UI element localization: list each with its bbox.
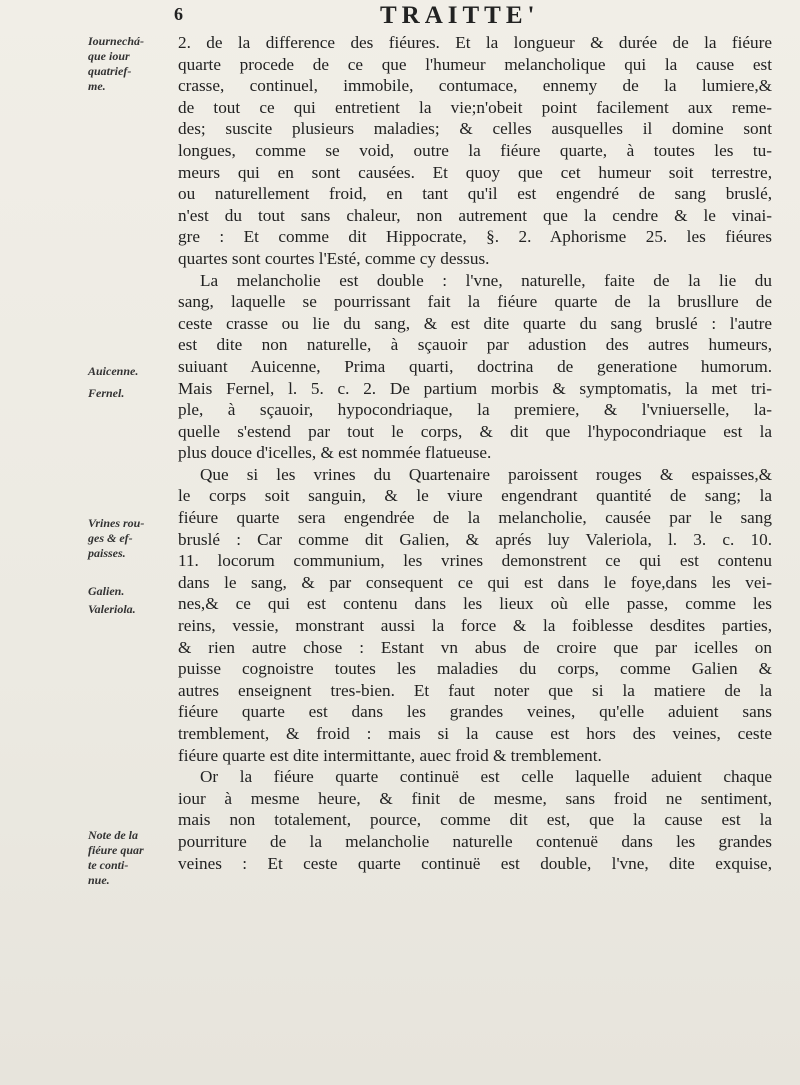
text-line: Or la fiéure quarte continuë est celle laquelle aduient chaque bbox=[200, 767, 772, 787]
text-line: plus douce d'icelles, & est nommée flatueuse. bbox=[178, 443, 492, 463]
text-line: iour à mesme heure, & finit de mesme, sans froid ne sentiment, bbox=[178, 788, 772, 808]
text-line: veines : Et ceste quarte continuë est double, l'vne, dite exquise, bbox=[178, 853, 772, 873]
text-line: gre : Et comme dit Hippocrate, §. 2. Aphorisme 25. les fiéures bbox=[178, 227, 772, 247]
text-line: quartes sont courtes l'Esté, comme cy dessus. bbox=[178, 248, 490, 268]
margin-note-galen: Galien. bbox=[88, 584, 125, 598]
text-line: est dite non naturelle, à sçauoir par adustion des autres humeurs, bbox=[178, 335, 772, 355]
text-line: fiéure quarte est dite intermittante, auec froid & tremblement. bbox=[178, 745, 602, 765]
text-line: dans le sang, & par consequent ce qui est dans le foye,dans les vei- bbox=[178, 572, 772, 592]
text-line: & rien autre chose : Estant vn abus de croire que par icelles on bbox=[178, 637, 772, 657]
text-line: bruslé : Car comme dit Galien, & aprés luy Valeriola, l. 3. c. 10. bbox=[178, 529, 772, 549]
text-line: quarte procede de ce que l'humeur melancholique qui la cause est bbox=[178, 54, 772, 74]
margin-note-avicenna: Auicenne. bbox=[88, 364, 139, 378]
text-line: crasse, continuel, immobile, contumace, ennemy de la lumiere,& bbox=[178, 76, 772, 96]
text-line: Que si les vrines du Quartenaire paroissent rouges & espaisses,& bbox=[200, 464, 772, 484]
body-text bbox=[178, 32, 772, 874]
text-line: n'est du tout sans chaleur, non autrement que la cendre & le vinai- bbox=[178, 205, 772, 225]
text-line: autres enseignent tres-bien. Et faut noter que si la matiere de la bbox=[178, 680, 772, 700]
text-line: des; suscite plusieurs maladies; & celles ausquelles il domine sont bbox=[178, 119, 772, 139]
text-line: 2. de la difference des fiéures. Et la longueur & durée de la fiéure bbox=[178, 33, 772, 52]
margin-note-fever-days: Iournechá- que iour quatrief- me. bbox=[88, 34, 145, 93]
text-line: ceste crasse ou lie du sang, & est dite quarte du sang bruslé : l'autre bbox=[178, 313, 772, 333]
margin-note-valeriola: Valeriola. bbox=[88, 602, 136, 616]
text-line: longues, comme se void, outre la fiéure quarte, à toutes les tu- bbox=[178, 140, 772, 160]
text-line: 11. locorum communium, les vrines demonstrent ce qui est contenu bbox=[178, 551, 772, 571]
text-line: La melancholie est double : l'vne, naturelle, faite de la lie du bbox=[200, 270, 772, 290]
text-line: Mais Fernel, l. 5. c. 2. De partium morbis & symptomatis, la met tri- bbox=[178, 378, 772, 398]
text-line: nes,& ce qui est contenu dans les lieux où elle passe, comme les bbox=[178, 594, 772, 614]
margin-note-urines: Vrines rou- ges & ef- paisses. bbox=[88, 516, 145, 560]
text-line: sang, laquelle se pourrissant fait la fiéure quarte de la brusllure de bbox=[178, 292, 772, 312]
text-line: de tout ce qui entretient la vie;n'obeit point facilement aux reme- bbox=[178, 97, 772, 117]
page-number: 6 bbox=[174, 4, 183, 24]
text-line: le corps soit sanguin, & le viure engendrant quantité de sang; la bbox=[178, 486, 772, 506]
margin-notes bbox=[0, 0, 175, 1085]
text-line: reins, vessie, monstrant aussi la force & la foiblesse desdites parties, bbox=[178, 616, 772, 636]
text-line: pourriture de la melancholie naturelle contenuë dans les grandes bbox=[178, 831, 772, 851]
text-line: fiéure quarte sera engendrée de la melancholie, causée par le sang bbox=[178, 508, 772, 528]
text-line: tremblement, & froid : mais si la cause est hors des veines, ceste bbox=[178, 724, 772, 743]
text-line: ou naturellement froid, en tant qu'il est engendré de sang bruslé, bbox=[178, 184, 772, 204]
text-line: suiuant Auicenne, Prima quarti, doctrina de generatione humorum. bbox=[178, 356, 772, 376]
running-head: TRAITTE' bbox=[380, 2, 540, 29]
text-line: mais non totalement, pource, comme dit est, que la cause est la bbox=[178, 810, 772, 830]
text-line: puisse cognoistre toutes les maladies du corps, comme Galien & bbox=[178, 659, 772, 679]
margin-note-continuous-fever: Note de la fiéure quar te conti- nue. bbox=[88, 828, 144, 887]
text-line: meurs qui en sont causées. Et quoy que cet humeur soit terrestre, bbox=[178, 162, 772, 182]
text-line: quelle s'estend par tout le corps, & dit que l'hypocondriaque est la bbox=[178, 421, 772, 441]
text-line: ple, à sçauoir, hypocondriaque, la premiere, & l'vniuerselle, la- bbox=[178, 400, 772, 420]
text-line: fiéure quarte est dans les grandes veines, qu'elle aduient sans bbox=[178, 702, 772, 722]
margin-note-fernel: Fernel. bbox=[88, 386, 125, 400]
